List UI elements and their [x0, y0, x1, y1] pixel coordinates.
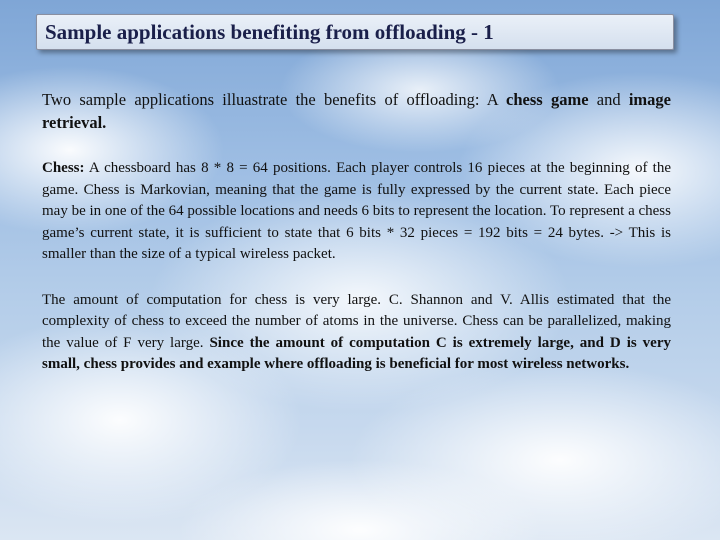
- computation-bold-text: Since the amount of computation C is extremely large, and D is very small, chess provides and example where offloading is beneficial for most wireless networks.: [42, 334, 671, 372]
- chess-label: Chess:: [42, 160, 85, 176]
- chess-text: A chessboard has 8 * 8 = 64 positions. Each player controls 16 pieces at the beginning of the game. Chess is Markovian, meaning that the game is fully expressed by the current state. Each piece may be in one of the 64 possible locations and needs 6 bits to represent the location. To represent a chess game’s current state, it is sufficient to state that 6 bits * 32 pieces = 192 bits = 24 bytes. -> This is smaller than the size of a typical wireless packet.: [42, 160, 671, 262]
- intro-paragraph: [42, 88, 671, 134]
- slide-title-box: [36, 14, 674, 50]
- intro-text: Two sample applications illuastrate the benefits of offloading: A: [42, 90, 507, 109]
- computation-paragraph: [42, 290, 671, 376]
- intro-bold-chess-game: chess game: [506, 90, 589, 109]
- intro-bold-image-retrieval: image retrieval.: [42, 90, 671, 132]
- slide-title: Sample applications benefiting from offloading - 1: [45, 20, 494, 44]
- slide-content: [42, 88, 671, 400]
- computation-text: The amount of computation for chess is very large. C. Shannon and V. Allis estimated that the complexity of chess to exceed the number of atoms in the universe. Chess can be parallelized, making the value of F very large.: [42, 291, 671, 351]
- chess-paragraph: [42, 158, 671, 266]
- intro-mid-text: and: [588, 90, 629, 109]
